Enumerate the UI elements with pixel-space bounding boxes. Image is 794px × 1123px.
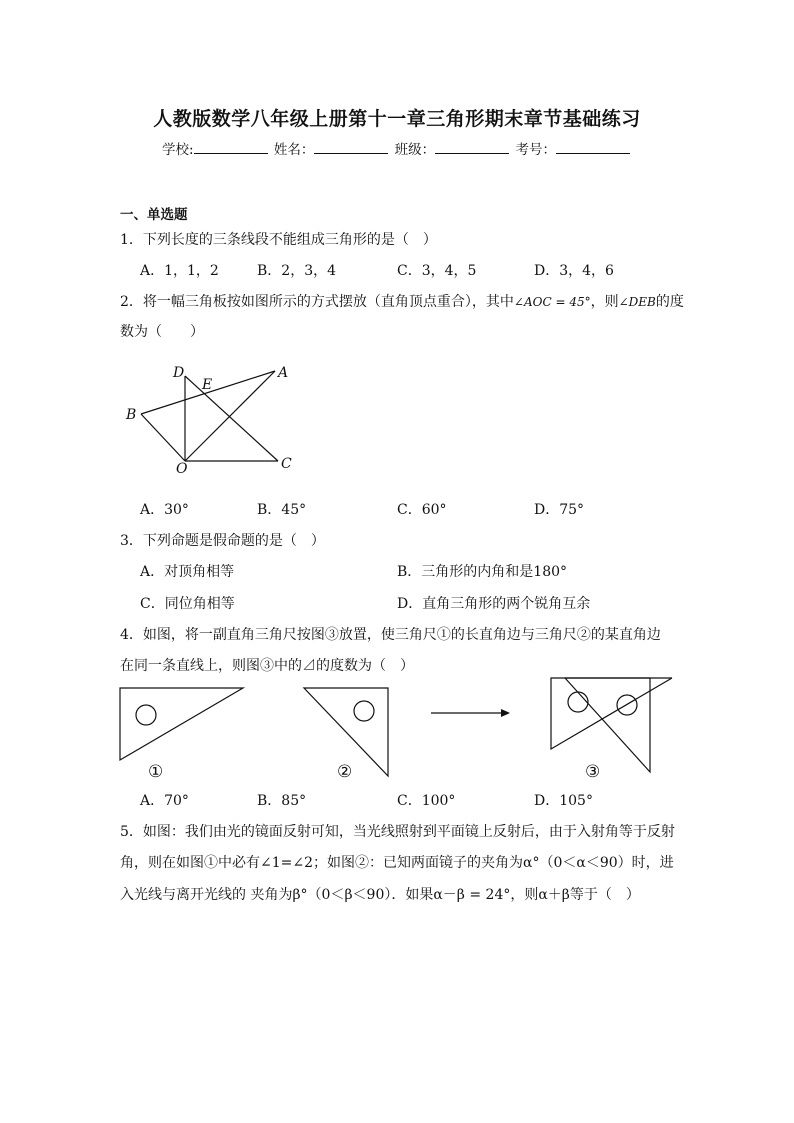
q2-math-aoc: ∠AOC = 45° [513, 295, 591, 309]
question-2-line-1 [120, 291, 684, 311]
q2-option-b[interactable]: B．45° [257, 502, 307, 518]
question-3-text: 3．下列命题是假命题的是（ ） [120, 533, 325, 549]
q2-figure [110, 355, 320, 485]
label-b: B [126, 407, 137, 423]
question-1-text: 1．下列长度的三条线段不能组成三角形的是（ ） [120, 232, 437, 248]
number-label: 考号： [515, 142, 556, 158]
page-title: 人教版数学八年级上册第十一章三角形期末章节基础练习 [153, 108, 641, 130]
q3-option-c[interactable]: C．同位角相等 [140, 596, 235, 612]
label-d: D [173, 365, 185, 381]
label-c: C [281, 456, 292, 472]
figure-3-label: ③ [585, 762, 601, 782]
q2-text-b: ，则 [590, 294, 619, 310]
q1-option-d[interactable]: D．3，4，6 [534, 263, 614, 279]
q4-option-d[interactable]: D．105° [534, 793, 593, 809]
triangle-3a [551, 678, 672, 749]
triangle-1 [120, 688, 243, 760]
student-info-line [0, 138, 794, 158]
q2-math-deb: ∠DEB [618, 295, 656, 309]
q1-option-b[interactable]: B．2，3，4 [257, 263, 337, 279]
label-e: E [202, 377, 213, 393]
q4-option-c[interactable]: C．100° [397, 793, 456, 809]
line-oa [185, 371, 275, 461]
line-bo [141, 414, 185, 461]
q3-option-d[interactable]: D．直角三角形的两个锐角互余 [397, 596, 591, 612]
school-blank[interactable] [194, 141, 268, 154]
q2-option-a[interactable]: A．30° [140, 502, 189, 518]
q3-option-b[interactable]: B．三角形的内角和是180° [397, 564, 568, 580]
question-2-line-2: 数为（ ） [120, 324, 204, 340]
q2-option-c[interactable]: C．60° [397, 502, 447, 518]
q2-text-a: 2．将一幅三角板按如图所示的方式摆放（直角顶点重合），其中 [120, 294, 514, 310]
figure-2-label: ② [337, 762, 353, 782]
class-blank[interactable] [435, 141, 509, 154]
question-4-line-2: 在同一条直线上，则图③中的⊿的度数为（ ） [120, 658, 414, 674]
figure-1-label: ① [148, 762, 164, 782]
label-o: O [176, 461, 188, 477]
question-5-line-3: 入光线与离开光线的 夹角为β°（0＜β＜90）．如果α－β = 24°，则α＋β等于（ ） [120, 887, 640, 903]
arrow-head-icon [501, 709, 510, 717]
question-4-line-1: 4．如图，将一副直角三角尺按图③放置，使三角尺①的长直角边与三角尺②的某直角边 [120, 627, 661, 643]
school-label: 学校: [162, 142, 194, 158]
q2-text-c: 的度 [655, 294, 684, 310]
number-blank[interactable] [556, 141, 630, 154]
q1-option-c[interactable]: C．3，4，5 [397, 263, 477, 279]
triangle-2-hole [354, 701, 374, 721]
class-label: 班级： [394, 142, 436, 158]
q3-option-a[interactable]: A．对顶角相等 [140, 564, 235, 580]
q2-option-d[interactable]: D．75° [534, 502, 585, 518]
question-5-line-1: 5．如图：我们由光的镜面反射可知，当光线照射到平面镜上反射后，由于入射角等于反射 [120, 824, 675, 840]
figure-3-hole-1 [568, 692, 588, 712]
name-blank[interactable] [314, 141, 388, 154]
q4-option-a[interactable]: A．70° [140, 793, 189, 809]
triangle-1-hole [136, 705, 156, 725]
name-label: 姓名： [273, 142, 315, 158]
line-dc [185, 376, 278, 461]
q4-option-b[interactable]: B．85° [257, 793, 307, 809]
question-5-line-2: 角，则在如图①中必有∠1=∠2；如图②：已知两面镜子的夹角为α°（0＜α＜90）时，进 [120, 855, 674, 871]
q4-figure [115, 675, 685, 785]
section-heading: 一、单选题 [120, 207, 188, 223]
q1-option-a[interactable]: A．1，1，2 [140, 263, 219, 279]
label-a: A [278, 365, 289, 381]
